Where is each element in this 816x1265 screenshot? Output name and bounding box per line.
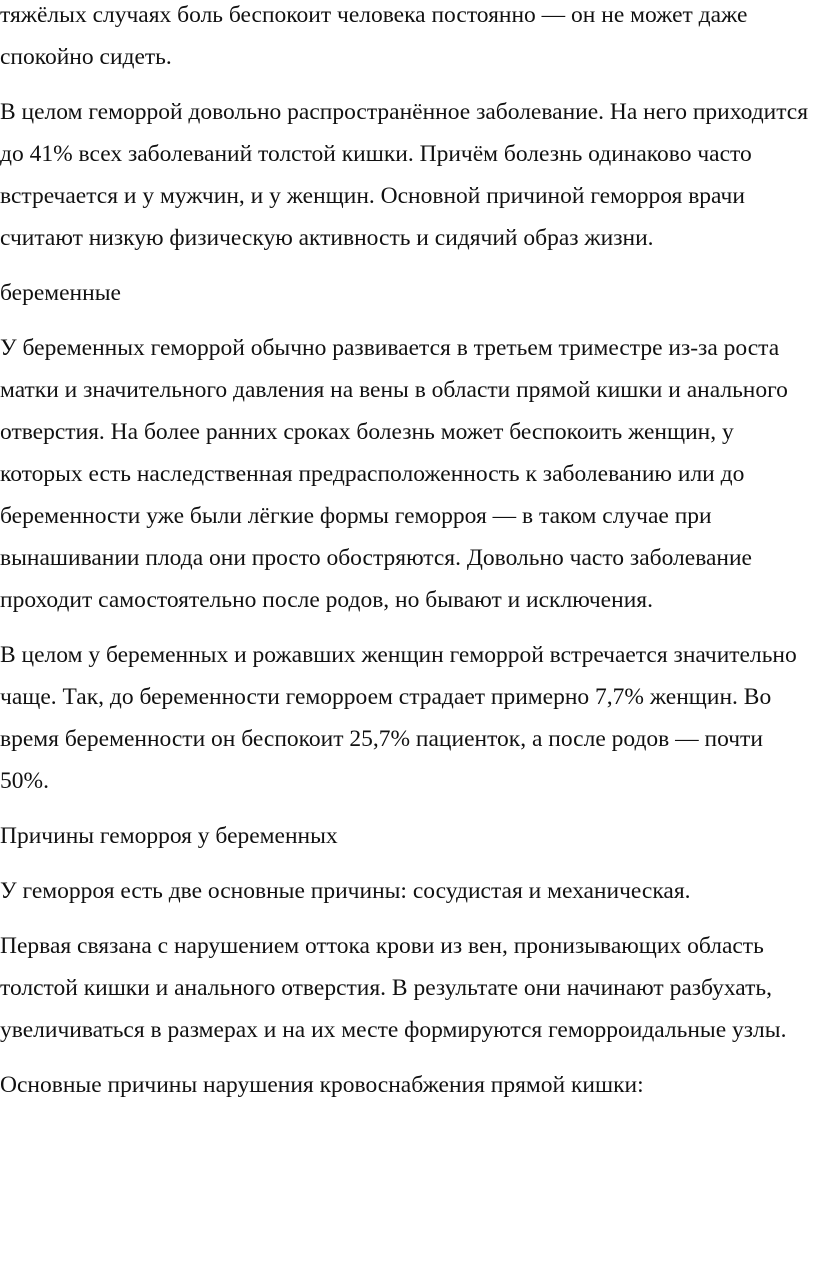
paragraph-prevalence: В целом геморрой довольно распространённое заболевание. На него приходится до 41% всех заболеваний толстой кишки. Причём болезнь одинаково часто встречается и у мужчин, и у женщин. Основной причиной геморроя врачи считают низкую физическую активность и сидячий образ жизни.: [0, 99, 809, 251]
section-heading-causes: Причины геморроя у беременных: [0, 823, 338, 849]
section-heading-pregnant: беременные: [0, 280, 121, 306]
paragraph-blood-supply-causes: Основные причины нарушения кровоснабжения прямой кишки:: [0, 1072, 644, 1098]
paragraph-pregnancy-development: У беременных геморрой обычно развивается в третьем триместре из-за роста матки и значительного давления на вены в области прямой кишки и анального отверстия. На более ранних сроках болезнь может беспокоить женщин, у которых есть наследственная предрасположенность к заболеванию или до беременности уже были лёгкие формы геморроя — в таком случае при вынашивании плода они просто обостряются. Довольно часто заболевание проходит самостоятельно после родов, но бывают и исключения.: [0, 335, 788, 613]
paragraph-two-causes: У геморроя есть две основные причины: сосудистая и механическая.: [0, 878, 691, 904]
paragraph-vascular-cause: Первая связана с нарушением оттока крови из вен, пронизывающих область толстой кишки и анального отверстия. В результате они начинают разбухать, увеличиваться в размерах и на их месте формируются геморроидальные узлы.: [0, 933, 787, 1043]
paragraph-pain-severity: тяжёлых случаях боль беспокоит человека постоянно — он не может даже спокойно сидеть.: [0, 2, 748, 70]
paragraph-pregnancy-statistics: В целом у беременных и рожавших женщин геморрой встречается значительно чаще. Так, до беременности геморроем страдает примерно 7,7% женщин. Во время беременности он беспокоит 25,7% пациенток, а после родов — почти 50%.: [0, 642, 797, 794]
